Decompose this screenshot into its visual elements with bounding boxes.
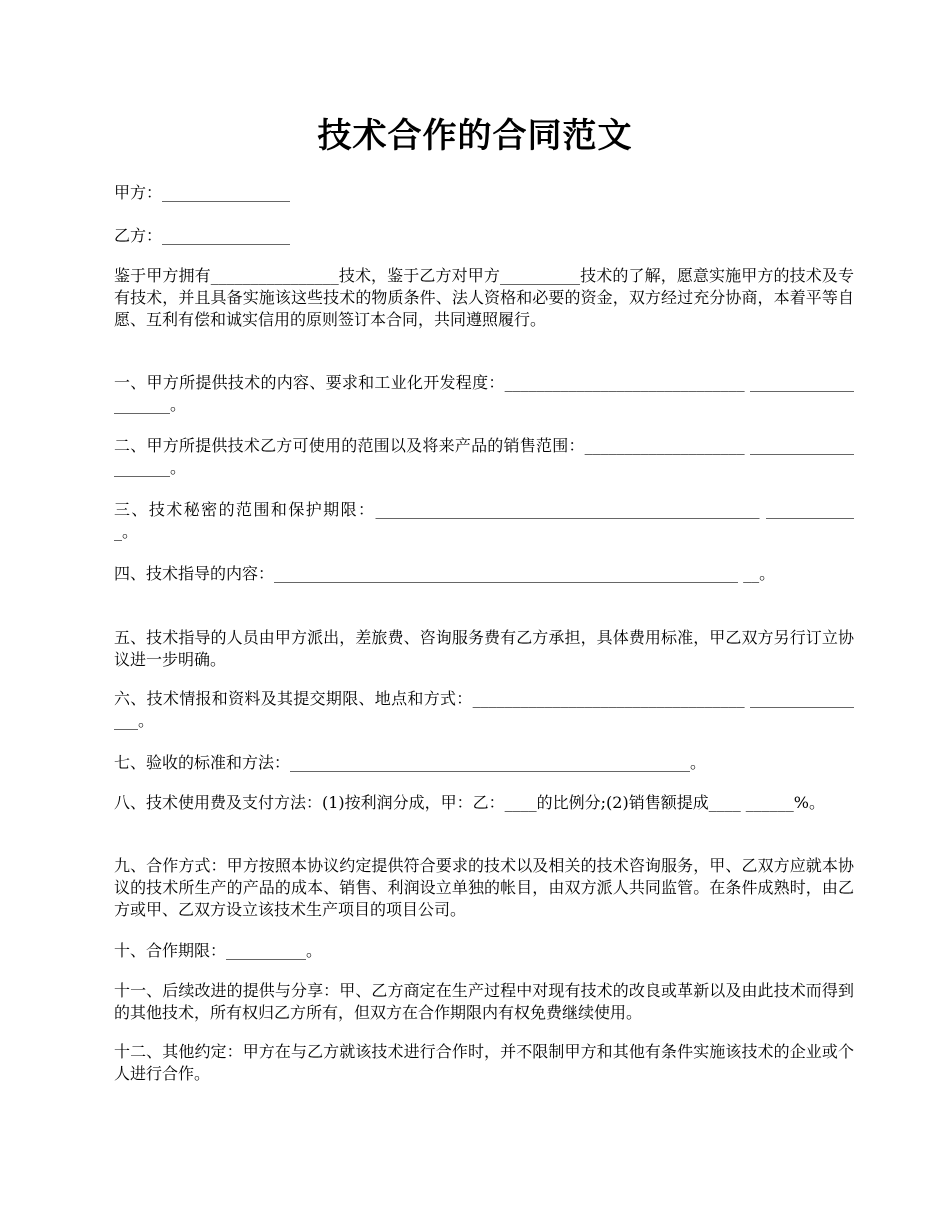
clause-11: 十一、后续改进的提供与分享：甲、乙方商定在生产过程中对现有技术的改良或革新以及由此技术而得到的其他技术，所有权归乙方所有，但双方在合作期限内有权免费继续使用。 — [114, 981, 854, 1022]
clause-5: 五、技术指导的人员由甲方派出，差旅费、咨询服务费有乙方承担，具体费用标准，甲乙双方另行订立协议进一步明确。 — [114, 628, 854, 669]
document-title: 技术合作的合同范文 — [317, 116, 633, 156]
clause-8: 八、技术使用费及支付方法：(1)按利润分成，甲：乙：____的比例分;(2)销售额提成____ ______%。 — [114, 793, 826, 812]
preamble-paragraph: 鉴于甲方拥有________________技术，鉴于乙方对甲方__________技术的了解，愿意实施甲方的技术及专有技术，并且具备实施该这些技术的物质条件、法人资格和必要的资金，双方经过充分协商，本着平等自愿、互利有偿和诚实信用的原则签订本合同，共同遵照履行。 — [114, 266, 854, 329]
clause-9: 九、合作方式：甲方按照本协议约定提供符合要求的技术以及相关的技术咨询服务，甲、乙双方应就本协议的技术所生产的产品的成本、销售、利润设立单独的帐目，由双方派人共同监管。在条件成熟时，由乙方或甲、乙双方设立该技术生产项目的项目公司。 — [114, 856, 854, 919]
clause-1: 一、甲方所提供技术的内容、要求和工业化开发程度：______________________________ ____________________。 — [114, 373, 854, 414]
clause-6: 六、技术情报和资料及其提交期限、地点和方式：__________________________________ ________________。 — [114, 689, 854, 730]
clause-2: 二、甲方所提供技术乙方可使用的范围以及将来产品的销售范围：____________________ ____________________。 — [114, 436, 854, 477]
party-b-line: 乙方：________________ — [114, 226, 291, 245]
clause-12: 十二、其他约定：甲方在与乙方就该技术进行合作时，并不限制甲方和其他有条件实施该技术的企业或个人进行合作。 — [114, 1042, 854, 1083]
clause-7: 七、验收的标准和方法：__________________________________________________。 — [114, 753, 707, 772]
clause-4: 四、技术指导的内容：__________________________________________________________ __。 — [114, 564, 776, 583]
clause-10: 十、合作期限：__________。 — [114, 941, 323, 960]
clause-3: 三、技术秘密的范围和保护期限：________________________________________________ ____________。 — [114, 500, 854, 541]
party-a-line: 甲方：________________ — [114, 183, 291, 202]
